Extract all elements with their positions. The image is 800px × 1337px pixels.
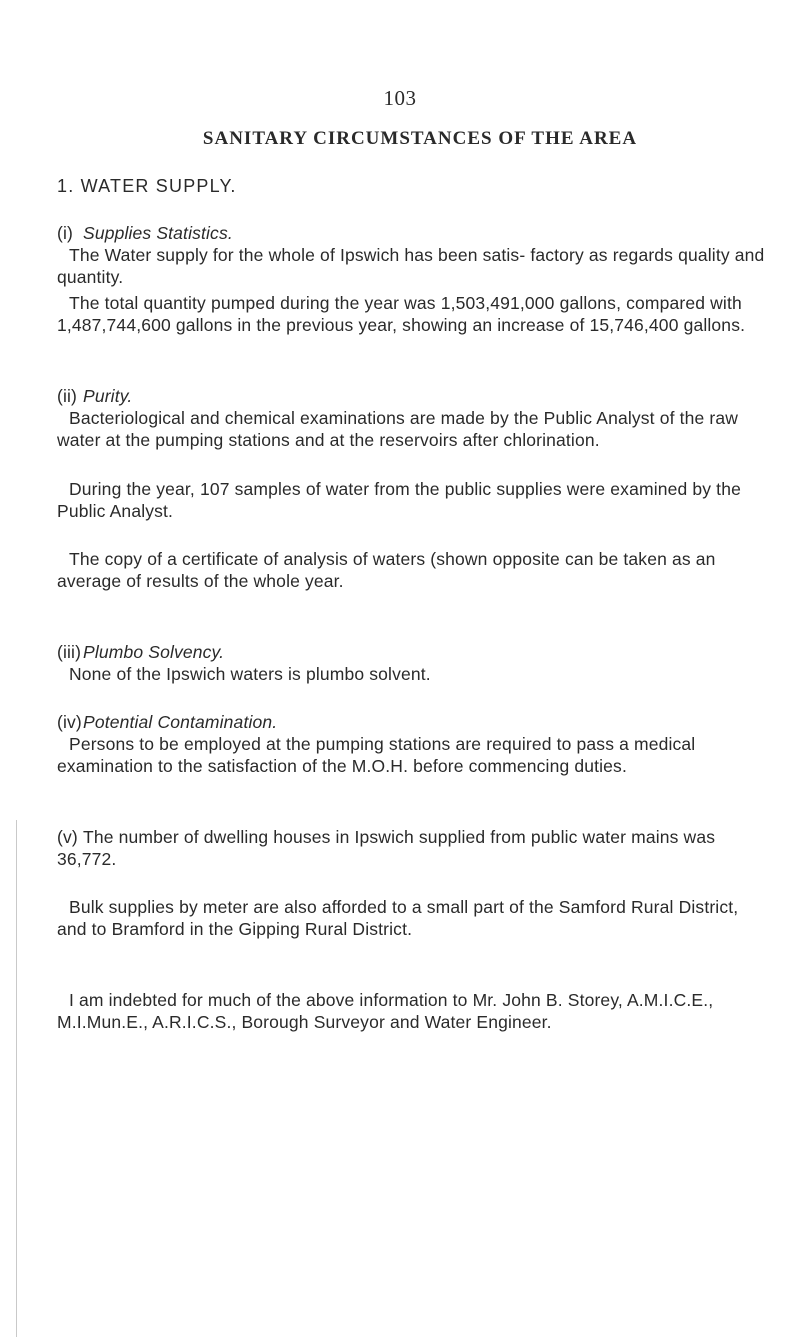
- subsection-heading: [57, 385, 772, 407]
- paragraph-block: [57, 292, 772, 336]
- subsection-number: (iv): [57, 712, 82, 732]
- paragraph-block: [57, 896, 772, 940]
- subsection-label: Supplies Statistics.: [83, 223, 233, 243]
- paragraph: Bacteriological and chemical examinations are made by the Public Analyst of the raw water at the pumping stations and at the reservoirs after chlorination.: [57, 408, 739, 450]
- paragraph: During the year, 107 samples of water from the public supplies were examined by the Public Analyst.: [57, 479, 741, 521]
- subsection-label: Purity.: [83, 386, 133, 406]
- subsection-number: (i): [57, 223, 73, 243]
- paragraph-text: The number of dwelling houses in Ipswich supplied from public water mains was 36,772.: [57, 827, 716, 869]
- paragraph-block: [57, 478, 772, 522]
- subsection-label: Plumbo Solvency.: [83, 642, 225, 662]
- paragraph: The Water supply for the whole of Ipswich has been satis- factory as regards quality and quantity.: [57, 245, 765, 287]
- subsection-number: (ii): [57, 386, 78, 406]
- paragraph: [57, 826, 772, 870]
- subsection-heading: [57, 222, 772, 244]
- subsection-potential-contamination: [57, 711, 772, 777]
- page-title: SANITARY CIRCUMSTANCES OF THE AREA: [202, 128, 638, 149]
- paragraph: Persons to be employed at the pumping stations are required to pass a medical examination to the satisfaction of the M.O.H. before commencing duties.: [57, 734, 696, 776]
- subsection-purity: [57, 385, 772, 451]
- subsection-dwellings: [57, 826, 772, 870]
- paragraph-block: [57, 989, 772, 1033]
- margin-rule: [16, 820, 17, 1337]
- subsection-number: (iii): [57, 642, 82, 662]
- paragraph: Bulk supplies by meter are also afforded to a small part of the Samford Rural District, and to Bramford in the Gipping Rural District.: [57, 897, 739, 939]
- subsection-label: Potential Contamination.: [83, 712, 278, 732]
- subsection-heading: [57, 711, 772, 733]
- paragraph-block: [57, 548, 772, 592]
- paragraph: None of the Ipswich waters is plumbo solvent.: [69, 664, 431, 684]
- paragraph: The copy of a certificate of analysis of waters (shown opposite can be taken as an average of results of the whole year.: [57, 549, 716, 591]
- page-number: 103: [383, 86, 417, 110]
- paragraph: The total quantity pumped during the year was 1,503,491,000 gallons, compared with 1,487,744,600 gallons in the previous year, showing an increase of 15,746,400 gallons.: [57, 293, 746, 335]
- subsection-supplies: [57, 222, 772, 288]
- subsection-number: (v): [57, 827, 78, 847]
- subsection-plumbo-solvency: [57, 641, 772, 685]
- section-heading: 1. WATER SUPPLY.: [57, 176, 237, 196]
- subsection-heading: [57, 641, 772, 663]
- paragraph: I am indebted for much of the above information to Mr. John B. Storey, A.M.I.C.E., M.I.Mun.E., A.R.I.C.S., Borough Surveyor and Water Engineer.: [57, 990, 714, 1032]
